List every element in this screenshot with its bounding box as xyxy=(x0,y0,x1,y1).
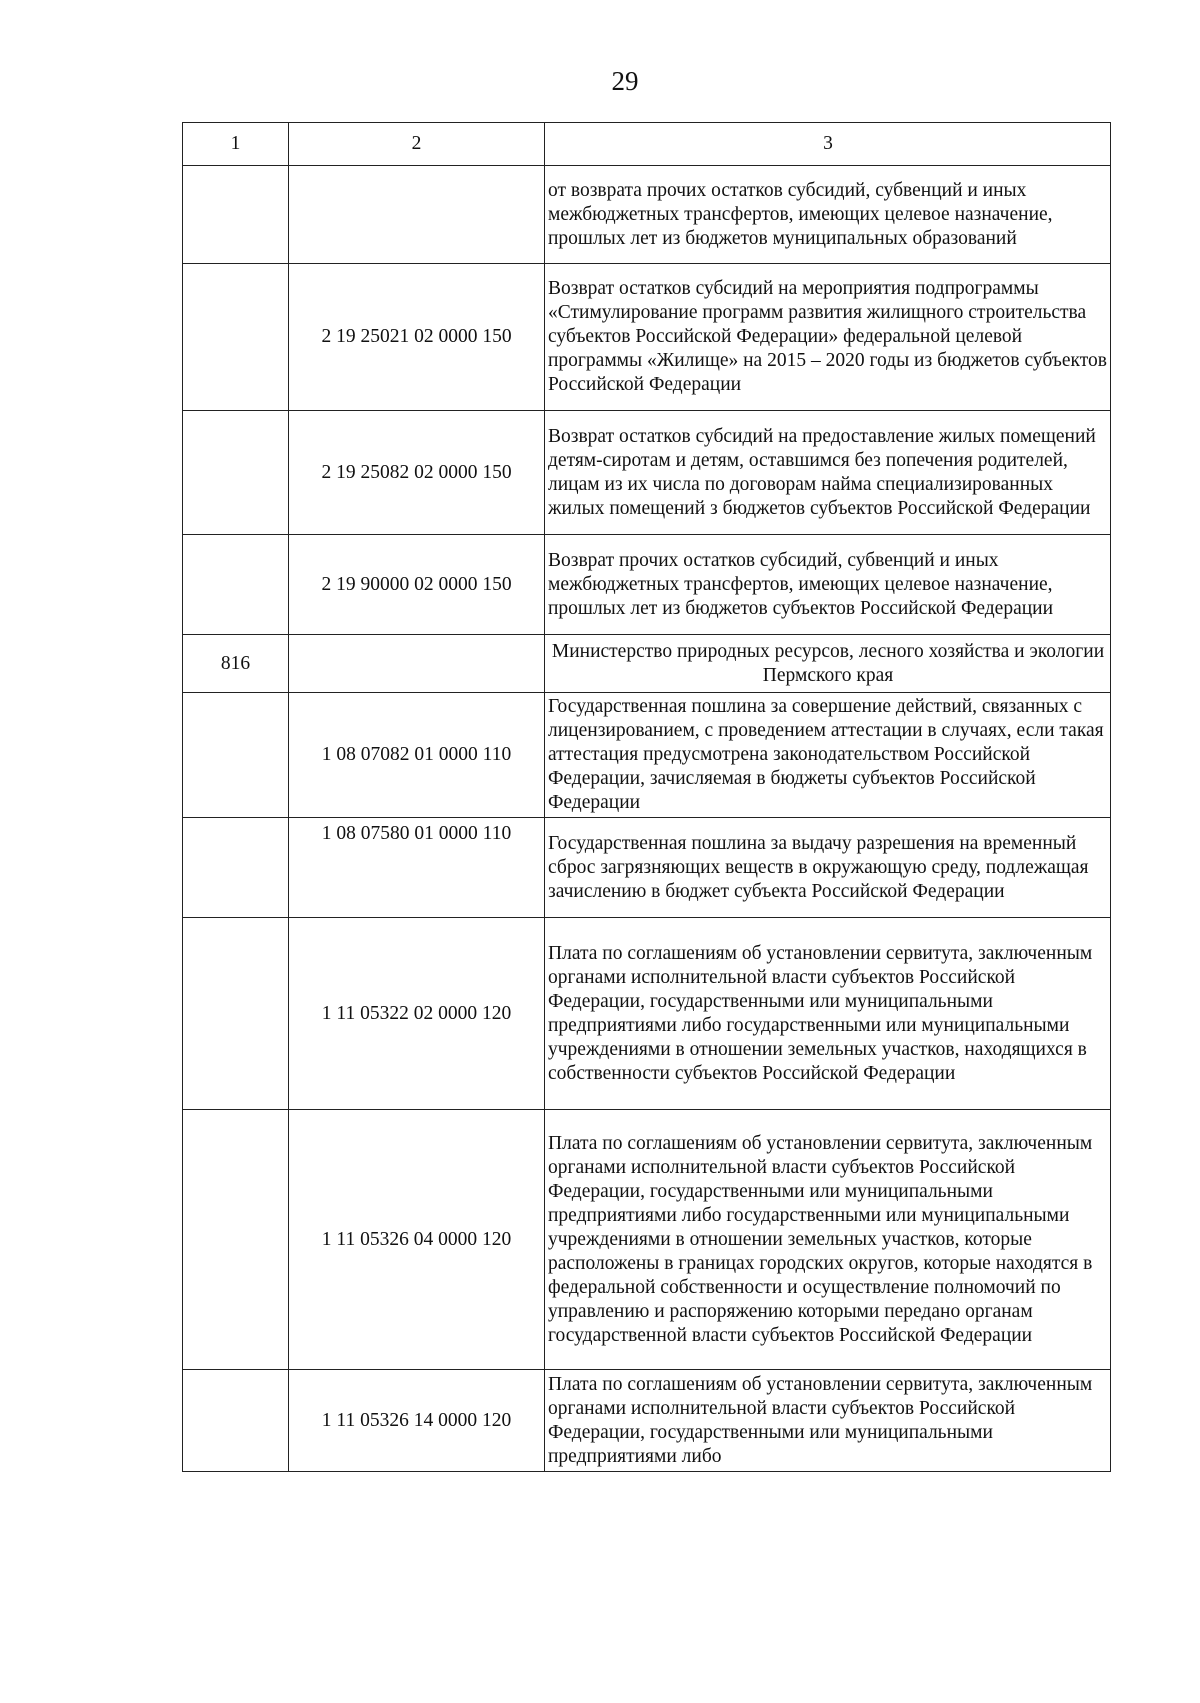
cell-revenue-name: Плата по соглашениям об установлении сервитута, заключенным органами исполнительной власти субъектов Российской Федерации, государственными или муниципальными предприятиями либо xyxy=(545,1370,1111,1472)
table-row xyxy=(183,635,1111,693)
table-row xyxy=(183,411,1111,535)
cell-revenue-code: 2 19 25082 02 0000 150 xyxy=(289,411,545,535)
cell-admin-code xyxy=(183,693,289,818)
table-row xyxy=(183,693,1111,818)
cell-revenue-code: 1 11 05326 14 0000 120 xyxy=(289,1370,545,1472)
cell-revenue-name: от возврата прочих остатков субсидий, субвенций и иных межбюджетных трансфертов, имеющих целевое назначение, прошлых лет из бюджетов муниципальных образований xyxy=(545,166,1111,264)
cell-admin-code xyxy=(183,818,289,918)
cell-revenue-name: Плата по соглашениям об установлении сервитута, заключенным органами исполнительной власти субъектов Российской Федерации, государственными или муниципальными предприятиями либо государственными или муниципальными учреждениями в отношении земельных участков, которые расположены в границах городских округов, которые находятся в федеральной собственности и осуществление полномочий по управлению и распоряжению которыми передано органам государственной власти субъектов Российской Федерации xyxy=(545,1110,1111,1370)
cell-revenue-code: 1 08 07580 01 0000 110 xyxy=(289,818,545,918)
table-header-row xyxy=(183,123,1111,166)
table-row xyxy=(183,818,1111,918)
cell-revenue-name: Плата по соглашениям об установлении сервитута, заключенным органами исполнительной власти субъектов Российской Федерации, государственными или муниципальными предприятиями либо государственными или муниципальными учреждениями в отношении земельных участков, находящихся в собственности субъектов Российской Федерации xyxy=(545,918,1111,1110)
header-col-2: 2 xyxy=(289,123,545,166)
cell-revenue-code: 1 08 07082 01 0000 110 xyxy=(289,693,545,818)
table-row xyxy=(183,918,1111,1110)
header-col-3: 3 xyxy=(545,123,1111,166)
table-row xyxy=(183,264,1111,411)
cell-revenue-name: Возврат остатков субсидий на предоставление жилых помещений детям-сиротам и детям, оставшимся без попечения родителей, лицам из их числа по договорам найма специализированных жилых помещений з бюджетов субъектов Российской Федерации xyxy=(545,411,1111,535)
cell-revenue-code: 1 11 05326 04 0000 120 xyxy=(289,1110,545,1370)
cell-admin-code xyxy=(183,166,289,264)
cell-revenue-code: 2 19 25021 02 0000 150 xyxy=(289,264,545,411)
page-number: 29 xyxy=(611,66,639,96)
table-row xyxy=(183,535,1111,635)
cell-admin-code: 816 xyxy=(183,635,289,693)
cell-revenue-code: 1 11 05322 02 0000 120 xyxy=(289,918,545,1110)
cell-revenue-code xyxy=(289,166,545,264)
cell-revenue-name: Возврат остатков субсидий на мероприятия подпрограммы «Стимулирование программ развития жилищного строительства субъектов Российской Федерации» федеральной целевой программы «Жилище» на 2015 – 2020 годы из бюджетов субъектов Российской Федерации xyxy=(545,264,1111,411)
cell-admin-code xyxy=(183,411,289,535)
cell-revenue-name: Государственная пошлина за выдачу разрешения на временный сброс загрязняющих веществ в окружающую среду, подлежащая зачислению в бюджет субъекта Российской Федерации xyxy=(545,818,1111,918)
cell-revenue-name: Возврат прочих остатков субсидий, субвенций и иных межбюджетных трансфертов, имеющих целевое назначение, прошлых лет из бюджетов субъектов Российской Федерации xyxy=(545,535,1111,635)
cell-admin-code xyxy=(183,1110,289,1370)
cell-admin-code xyxy=(183,1370,289,1472)
cell-admin-code xyxy=(183,918,289,1110)
table-row xyxy=(183,1370,1111,1472)
table-row xyxy=(183,166,1111,264)
cell-revenue-name: Министерство природных ресурсов, лесного хозяйства и экологии Пермского края xyxy=(545,635,1111,693)
table-row xyxy=(183,1110,1111,1370)
cell-admin-code xyxy=(183,535,289,635)
cell-revenue-code: 2 19 90000 02 0000 150 xyxy=(289,535,545,635)
cell-admin-code xyxy=(183,264,289,411)
header-col-1: 1 xyxy=(183,123,289,166)
cell-revenue-code xyxy=(289,635,545,693)
cell-revenue-name: Государственная пошлина за совершение действий, связанных с лицензированием, с проведением аттестации в случаях, если такая аттестация предусмотрена законодательством Российской Федерации, зачисляемая в бюджеты субъектов Российской Федерации xyxy=(545,693,1111,818)
revenue-codes-table xyxy=(182,122,1111,1472)
